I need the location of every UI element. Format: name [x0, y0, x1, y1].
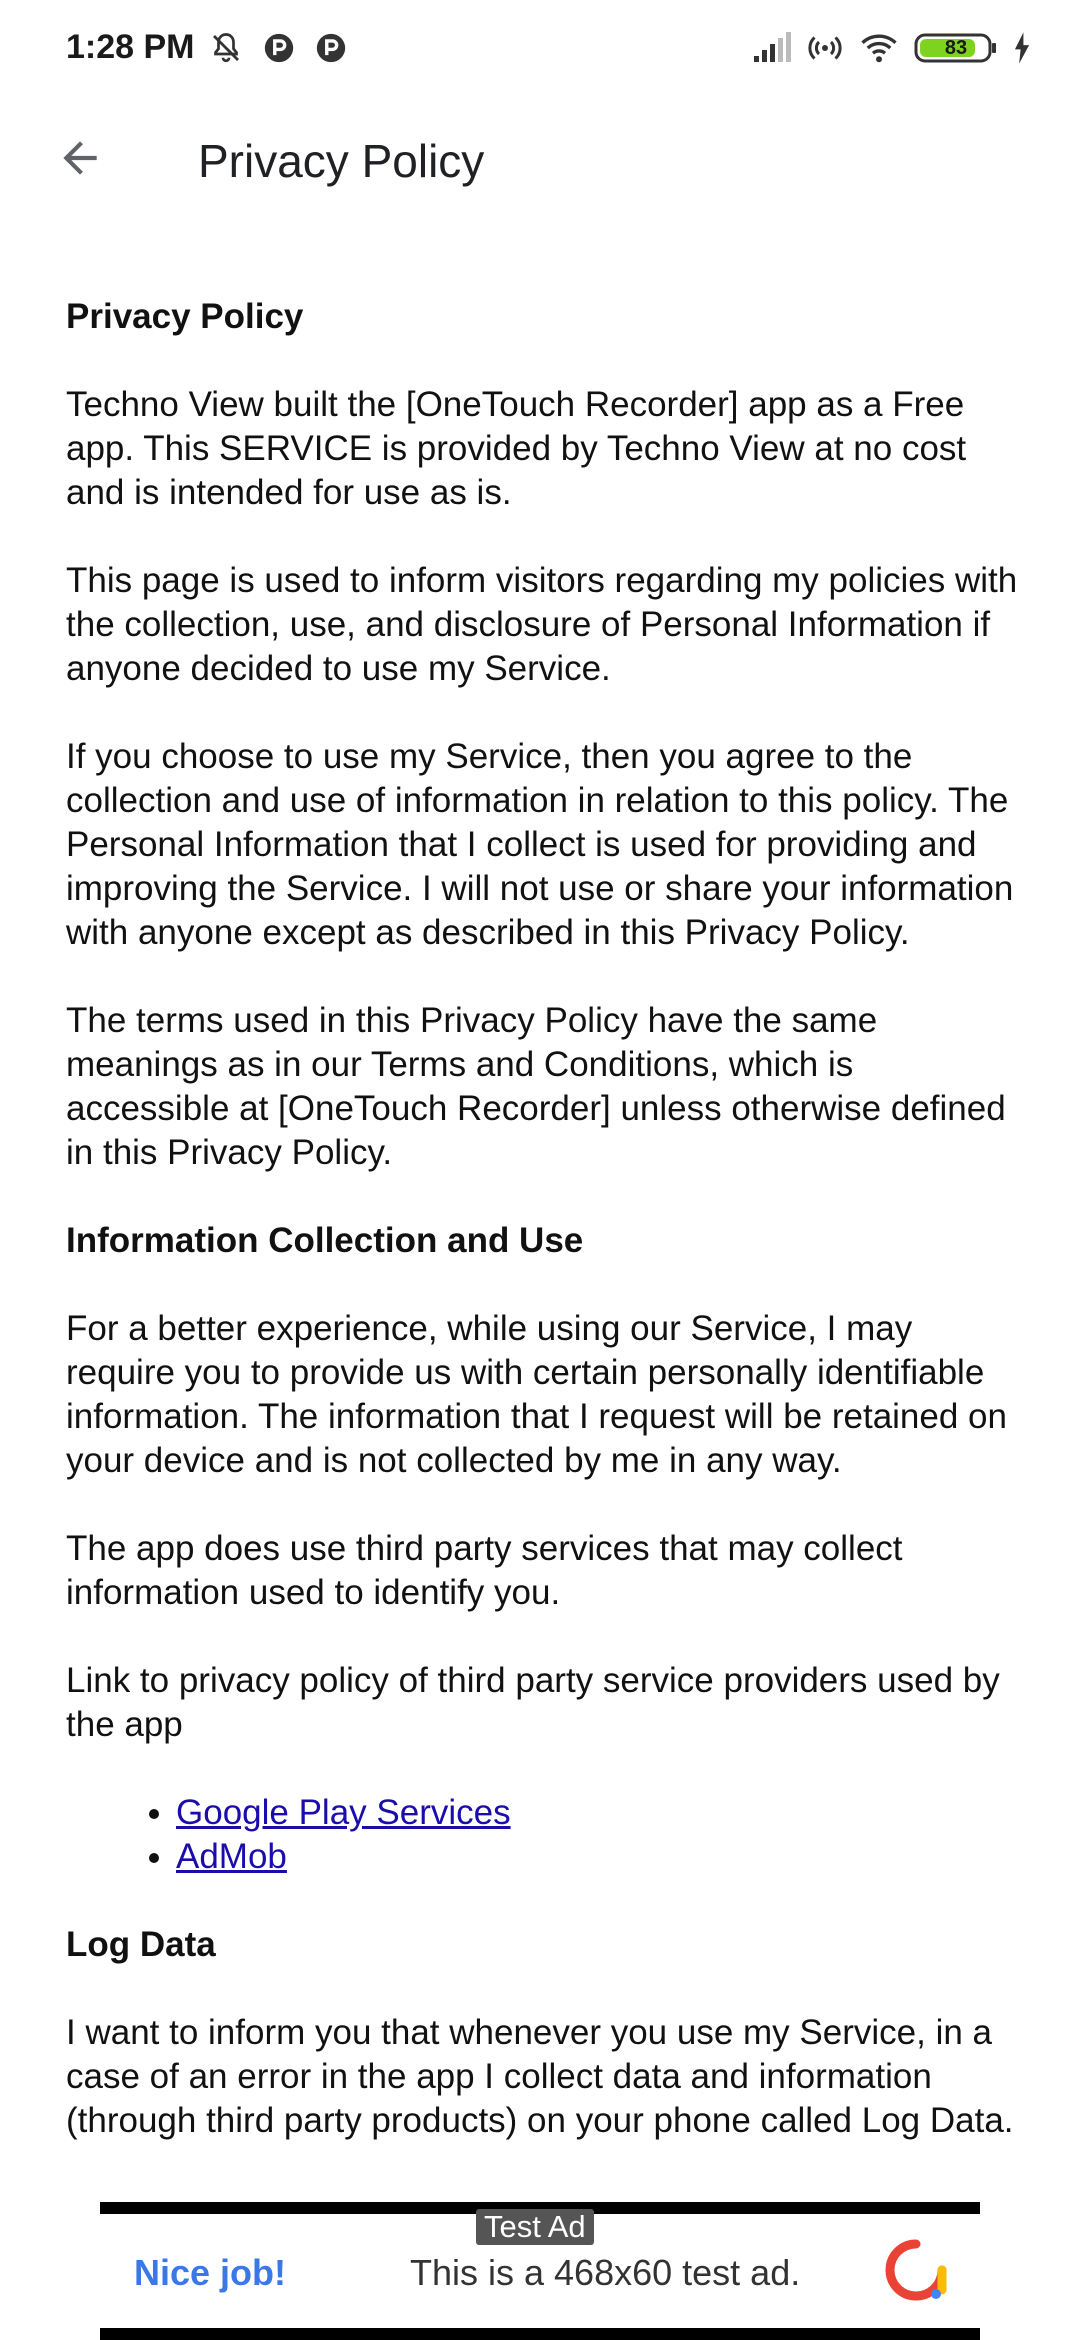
status-bar [0, 0, 1080, 100]
app-bar [0, 100, 1080, 220]
paragraph-third-party: The app does use third party services that may collect information used to identify you. [66, 1529, 903, 1612]
link-google-play-services[interactable]: Google Play Services [176, 1793, 511, 1832]
charging-icon [1012, 31, 1032, 65]
p-icon [314, 30, 348, 66]
heading-log-data: Log Data [66, 1925, 216, 1964]
paragraph-terms: The terms used in this Privacy Policy have the same meanings as in our Terms and Conditions, which is accessible at [OneTouch Recorder] unless otherwise defined in this Privacy Policy. [66, 1001, 1006, 1172]
ad-tag-label: Test Ad [476, 2209, 594, 2245]
battery-icon [914, 31, 998, 65]
page-title: Privacy Policy [198, 135, 485, 187]
paragraph-inform: This page is used to inform visitors regarding my policies with the collection, use, and disclosure of Personal Information if anyone decided to use my Service. [66, 561, 1018, 688]
paragraph-log-data: I want to inform you that whenever you use my Service, in a case of an error in the app I collect data and information (through third party products) on your phone called Log Data. [66, 2013, 1014, 2140]
policy-content[interactable] [66, 295, 1026, 2187]
ad-logo-icon[interactable] [884, 2238, 948, 2302]
paragraph-choose: If you choose to use my Service, then you agree to the collection and use of information in relation to this policy. The Personal Information that I collect is used for providing and improving the Service. I will not use or share your information with anyone except as described in this Privacy Policy. [66, 737, 1014, 952]
signal-icon [752, 32, 792, 64]
list-item [176, 1791, 1026, 1835]
battery-level: 83 [944, 36, 968, 59]
paragraph-experience: For a better experience, while using our Service, I may require you to provide us with certain personally identifiable information. The information that I request will be retained on your device and is not collected by me in any way. [66, 1309, 1007, 1480]
paragraph-links-intro: Link to privacy policy of third party service providers used by the app [66, 1661, 1000, 1744]
status-right-icons [752, 30, 1032, 66]
ad-bottom-bar [100, 2328, 980, 2340]
arrow-left-icon [55, 133, 105, 183]
mute-bell-icon [208, 30, 244, 66]
wifi-icon [858, 30, 900, 66]
status-left-icons [208, 30, 348, 66]
link-admob[interactable]: AdMob [176, 1837, 287, 1876]
ad-cta-text[interactable]: Nice job! [134, 2252, 287, 2293]
third-party-links [66, 1791, 1026, 1879]
hotspot-icon [806, 30, 844, 66]
heading-information-collection: Information Collection and Use [66, 1221, 584, 1260]
ad-text[interactable]: This is a 468x60 test ad. [410, 2252, 801, 2293]
list-item [176, 1835, 1026, 1879]
status-time: 1:28 PM [66, 28, 195, 66]
heading-privacy-policy: Privacy Policy [66, 297, 304, 336]
paragraph-intro: Techno View built the [OneTouch Recorder] app as a Free app. This SERVICE is provided by Techno View at no cost and is intended for use as is. [66, 385, 967, 512]
back-button[interactable] [40, 118, 120, 198]
p-icon [262, 30, 296, 66]
